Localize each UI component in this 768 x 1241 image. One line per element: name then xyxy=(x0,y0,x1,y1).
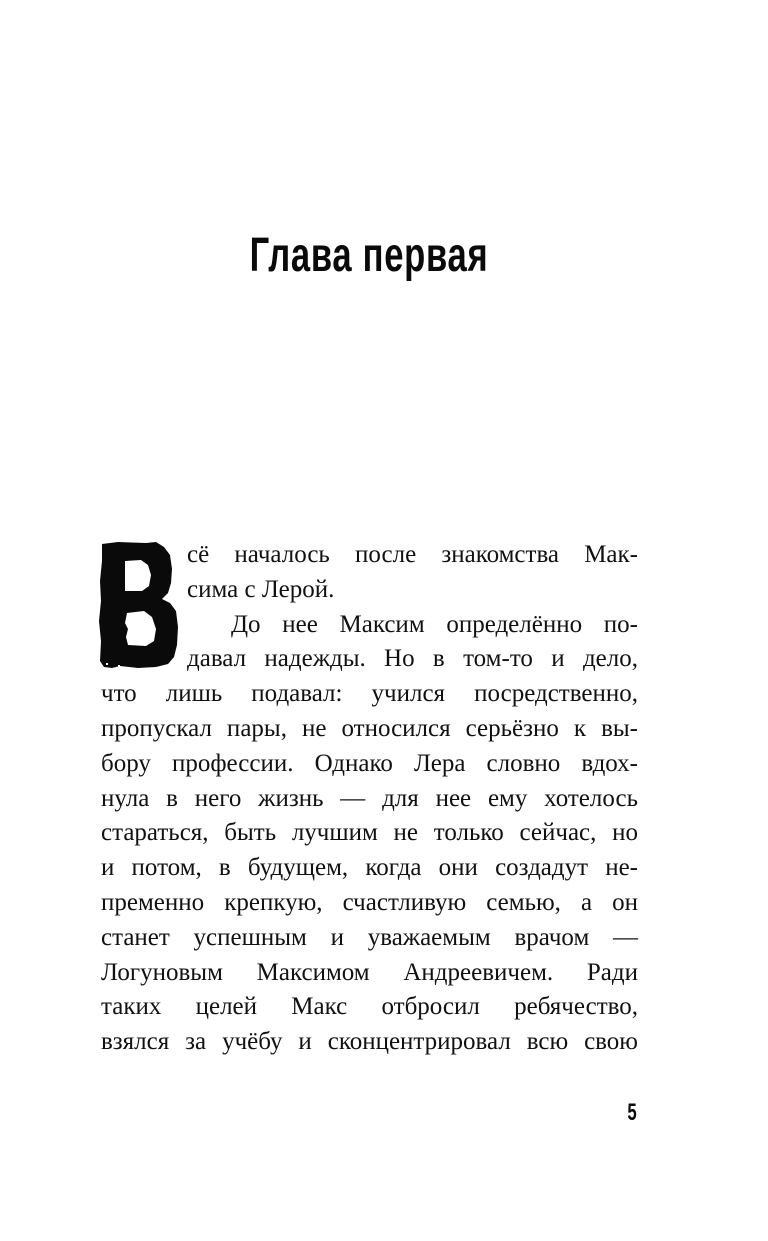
chapter-body-text xyxy=(101,538,638,1060)
text-line: взялся за учёбу и сконцентрировал всю свою xyxy=(101,1028,638,1056)
text-line: нула в него жизнь — для нее ему хотелось xyxy=(101,784,638,812)
page-number: 5 xyxy=(627,1099,637,1126)
text-line: Логуновым Максимом Андреевичем. Ради xyxy=(101,958,638,986)
text-line: бору профессии. Однако Лера словно вдох- xyxy=(101,749,638,777)
text-line: До нее Максим определённо по- xyxy=(231,610,638,638)
text-line: давал надежды. Но в том-то и дело, xyxy=(187,645,638,673)
text-line: и потом, в будущем, когда они создадут не- xyxy=(101,854,638,882)
text-line: пропускал пары, не относился серьёзно к вы- xyxy=(101,714,638,742)
chapter-title: Глава первая xyxy=(249,229,489,282)
text-line: что лишь подавал: учился посредственно, xyxy=(101,680,638,708)
text-line: сима с Лерой. xyxy=(187,575,335,603)
text-line: сё началось после знакомства Мак- xyxy=(187,541,638,568)
text-line: стараться, быть лучшим не только сейчас, но xyxy=(101,819,638,847)
text-line: пременно крепкую, счастливую семью, а он xyxy=(101,888,638,916)
text-line: таких целей Макс отбросил ребячество, xyxy=(101,993,638,1021)
text-line: станет успешным и уважаемым врачом — xyxy=(101,923,638,951)
